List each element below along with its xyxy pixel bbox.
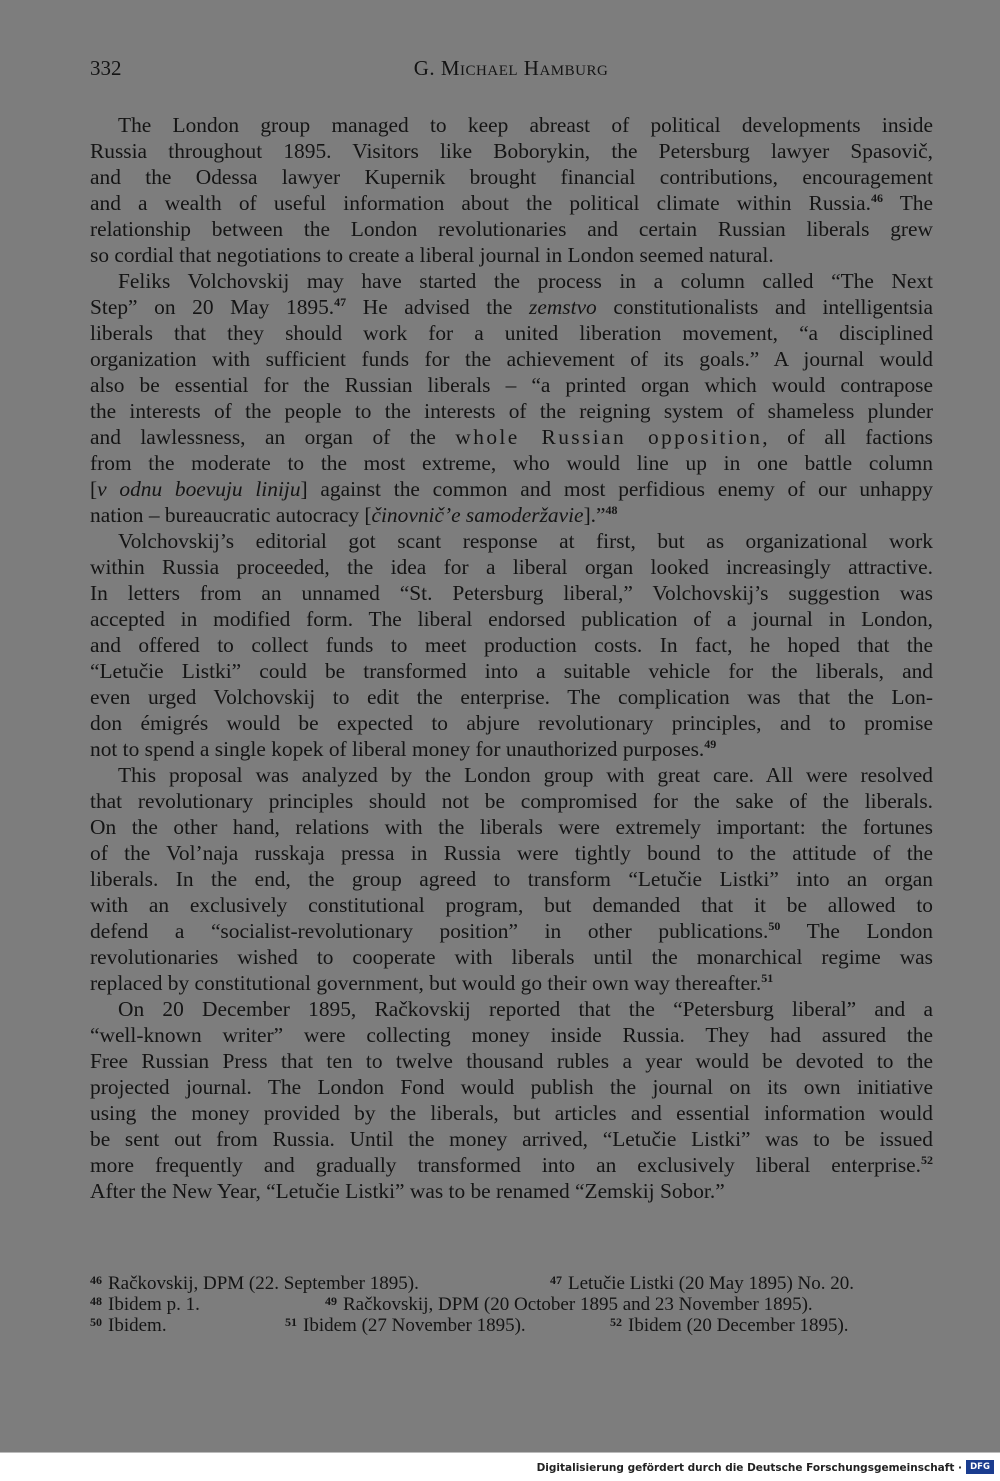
footnote-text: Ibidem (27 November 1895). (303, 1315, 526, 1336)
text-run: In letters from an unnamed “St. Petersburg liberal,” Volchovskij’s suggestion was (90, 581, 933, 605)
footnote-number: 50 (90, 1315, 102, 1329)
text-line (90, 164, 933, 190)
paragraph (90, 112, 933, 268)
text-line (90, 970, 933, 996)
text-line (90, 1074, 933, 1100)
text-run: “Letučie Listki” could be transformed into a suitable vehicle for the liberals, and (90, 659, 933, 683)
text-line (90, 398, 933, 424)
footnote-number: 51 (285, 1315, 297, 1329)
text-run: within Russia proceeded, the idea for a liberal organ looked increasingly attractive. (90, 555, 933, 579)
text-line (90, 216, 933, 242)
text-run: using the money provided by the liberals, but articles and essential information would (90, 1101, 933, 1125)
text-run: liberals. In the end, the group agreed to transform “Letučie Listki” into an organ (90, 867, 933, 891)
footnote-marker: 50 (768, 919, 781, 933)
text-run: and the Odessa lawyer Kupernik brought financial contributions, encouragement (90, 165, 933, 189)
text-run: He advised the (346, 295, 530, 319)
text-line (90, 1100, 933, 1126)
text-line (90, 372, 933, 398)
text-run: Feliks Volchovskij may have started the process in a column called “The Next (118, 269, 933, 293)
footnote (285, 1312, 526, 1336)
text-line (90, 502, 933, 528)
footnote-number: 52 (610, 1315, 622, 1329)
text-run: and a wealth of useful information about the political climate within Russia. (90, 191, 871, 215)
text-run: more frequently and gradually transformed into an exclusively liberal enterprise. (90, 1153, 921, 1177)
text-line (90, 294, 933, 320)
running-head (90, 56, 932, 81)
text-run: Volchovskij’s editorial got scant response at first, but as organizational work (118, 529, 933, 553)
italic-term: zemstvo (529, 295, 597, 319)
footnote-marker: 51 (761, 971, 774, 985)
running-head-author: G. Michael Hamburg (413, 56, 609, 80)
funding-credit: Digitalisierung gefördert durch die Deutsche Forschungsgemeinschaft · (536, 1462, 962, 1474)
text-run: This proposal was analyzed by the London group with great care. All were resolved (118, 763, 933, 787)
footnote-number: 48 (90, 1294, 102, 1308)
footnote (90, 1312, 167, 1336)
text-line (90, 424, 933, 450)
text-run: and lawlessness, an organ of the (90, 425, 456, 449)
text-run: so cordial that negotiations to create a liberal journal in London seemed natural. (90, 243, 774, 267)
text-line (90, 112, 933, 138)
text-line (90, 814, 933, 840)
text-line (90, 242, 933, 268)
text-run: replaced by constitutional government, but would go their own way thereafter. (90, 971, 762, 995)
text-run: from the moderate to the most extreme, who would line up in one battle column (90, 451, 933, 475)
text-line (90, 996, 933, 1022)
text-line (90, 736, 933, 762)
footnote-number: 46 (90, 1273, 102, 1287)
text-run: On 20 December 1895, Račkovskij reported that the “Petersburg liberal” and a (118, 997, 933, 1021)
footnote-text: Ibidem p. 1. (108, 1294, 200, 1315)
footnote-text: Račkovskij, DPM (20 October 1895 and 23 November 1895). (343, 1294, 813, 1315)
text-run: also be essential for the Russian liberals – “a printed organ which would contrapose (90, 373, 933, 397)
text-run: defend a “socialist-revolutionary position” in other publications. (90, 919, 769, 943)
footnote-row (90, 1270, 960, 1294)
footnote-text: Ibidem. (108, 1315, 167, 1336)
paragraph (90, 762, 933, 996)
text-line (90, 450, 933, 476)
text-run: even urged Volchovskij to edit the enterprise. The complication was that the Lon- (90, 685, 933, 709)
footnote-number: 47 (550, 1273, 562, 1287)
footnote-marker: 52 (921, 1153, 933, 1167)
text-line (90, 1126, 933, 1152)
footnote-number: 49 (325, 1294, 337, 1308)
text-run: ] against the common and most perfidious enemy of our unhappy (300, 477, 933, 501)
paragraph (90, 996, 933, 1204)
text-run: projected journal. The London Fond would publish the journal on its own initiative (90, 1075, 933, 1099)
text-run: , of all factions (762, 425, 933, 449)
text-run: accepted in modified form. The liberal endorsed publication of a journal in London, (90, 607, 933, 631)
text-run: not to spend a single kopek of liberal money for unauthorized purposes. (90, 737, 705, 761)
emphasized-phrase: whole Russian opposition (455, 425, 763, 449)
text-line (90, 658, 933, 684)
footnote-row (90, 1291, 960, 1315)
text-run: After the New Year, “Letučie Listki” was to be renamed “Zemskij Sobor.” (90, 1179, 725, 1203)
page-header (90, 56, 932, 86)
text-run: [ (90, 477, 98, 501)
body-text (90, 112, 933, 1204)
text-line (90, 1022, 933, 1048)
text-line (90, 476, 933, 502)
italic-term: činovnič’e samoderžavie (371, 503, 584, 527)
footnote-text: Ibidem (20 December 1895). (628, 1315, 849, 1336)
text-line (90, 1152, 933, 1178)
text-run: The (882, 191, 933, 215)
text-line (90, 788, 933, 814)
text-line (90, 918, 933, 944)
text-run: be sent out from Russia. Until the money arrived, “Letučie Listki” was to be issued (90, 1127, 933, 1151)
text-line (90, 840, 933, 866)
text-run: that revolutionary principles should not be compromised for the sake of the liberals. (90, 789, 933, 813)
text-run: don émigrés would be expected to abjure revolutionary principles, and to promise (90, 711, 933, 735)
text-run: the interests of the people to the interests of the reigning system of shameless plunder (90, 399, 933, 423)
digitization-footer (0, 1452, 1000, 1481)
text-line (90, 346, 933, 372)
text-line (90, 554, 933, 580)
footnote-text: Račkovskij, DPM (22. September 1895). (108, 1273, 419, 1294)
text-line (90, 528, 933, 554)
text-run: liberals that they should work for a united liberation movement, “a disciplined (90, 321, 933, 345)
text-line (90, 762, 933, 788)
footnote-row (90, 1312, 960, 1336)
text-line (90, 268, 933, 294)
text-run: revolutionaries wished to cooperate with liberals until the monarchical regime was (90, 945, 933, 969)
text-line (90, 606, 933, 632)
paragraph (90, 528, 933, 762)
text-run: The London (780, 919, 933, 943)
footnote (610, 1312, 849, 1336)
footnote-text: Letučie Listki (20 May 1895) No. 20. (568, 1273, 855, 1294)
text-line (90, 320, 933, 346)
footnote-marker: 46 (870, 191, 883, 205)
text-run: organization with sufficient funds for the achievement of its goals.” A journal would (90, 347, 933, 371)
text-line (90, 138, 933, 164)
text-line (90, 892, 933, 918)
text-line (90, 866, 933, 892)
text-line (90, 632, 933, 658)
text-run: of the Vol’naja russkaja pressa in Russia were tightly bound to the attitude of the (90, 841, 933, 865)
text-run: The London group managed to keep abreast of political developments inside (118, 113, 933, 137)
text-line (90, 944, 933, 970)
text-run: On the other hand, relations with the liberals were extremely important: the fortunes (90, 815, 933, 839)
text-line (90, 710, 933, 736)
footnote-marker: 48 (605, 503, 618, 517)
text-line (90, 1048, 933, 1074)
text-line (90, 1178, 933, 1204)
text-run: with an exclusively constitutional program, but demanded that it be allowed to (90, 893, 933, 917)
text-line (90, 190, 933, 216)
text-run: nation – bureaucratic autocracy [ (90, 503, 372, 527)
text-run: Russia throughout 1895. Visitors like Boborykin, the Petersburg lawyer Spasovič, (90, 139, 933, 163)
footnote-marker: 47 (334, 295, 347, 309)
paragraph (90, 268, 933, 528)
italic-term: v odnu boevuju liniju (97, 477, 301, 501)
text-run: relationship between the London revolutionaries and certain Russian liberals grew (90, 217, 933, 241)
text-line (90, 684, 933, 710)
dfg-logo-icon: DFG (966, 1460, 994, 1474)
text-run: ].” (583, 503, 606, 527)
text-run: Step” on 20 May 1895. (90, 295, 335, 319)
text-run: and offered to collect funds to meet production costs. In fact, he hoped that the (90, 633, 933, 657)
text-run: “well-known writer” were collecting money inside Russia. They had assured the (90, 1023, 933, 1047)
footnotes (90, 1270, 960, 1336)
text-run: Free Russian Press that ten to twelve thousand rubles a year would be devoted to the (90, 1049, 933, 1073)
page-number: 332 (90, 56, 122, 80)
text-run: constitutionalists and intelligentsia (596, 295, 933, 319)
footnote-marker: 49 (704, 737, 717, 751)
text-line (90, 580, 933, 606)
